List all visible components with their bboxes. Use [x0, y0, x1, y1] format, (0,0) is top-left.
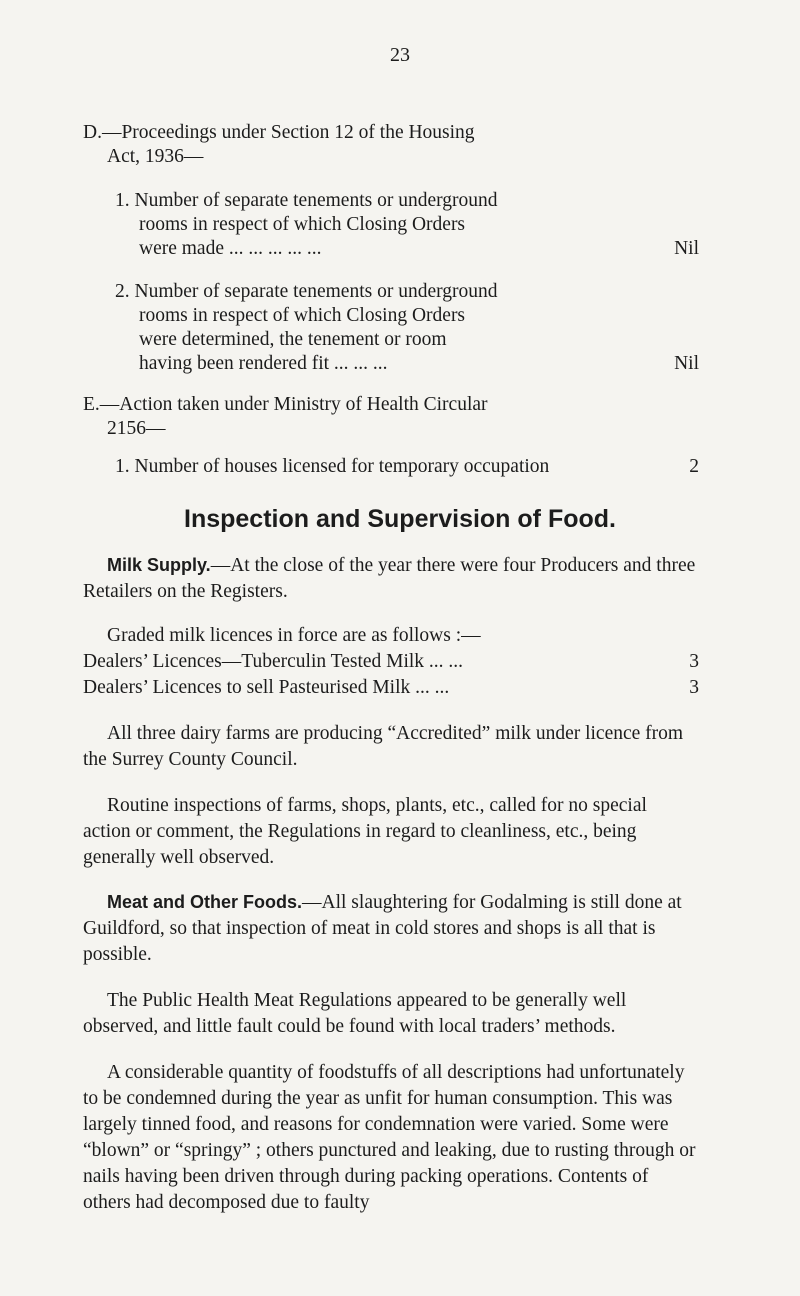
section-d: [83, 121, 699, 376]
section-d-item-1-line1: 1. Number of separate tenements or underground: [115, 190, 498, 211]
meat-run-head: Meat and Other Foods.: [107, 892, 303, 912]
licence-label: Dealers’ Licences—Tuberculin Tested Milk ... ...: [83, 651, 464, 672]
meat-para-3: A considerable quantity of foodstuffs of all descriptions had unfortunately to be condemned during the year as unfit for human consumption. This was largely tinned food, and reasons for condemnation were varied. Some were “blown” or “springy” ; others punctured and leaking, due to rusting through or nails having been driven through during packing operations. Contents of others had decomposed due to faulty: [83, 1062, 696, 1213]
section-e-item-1-text: 1. Number of houses licensed for temporary occupation: [115, 456, 550, 477]
licence-value: 3: [689, 677, 699, 698]
section-d-item-1-line3: were made ... ... ... ... ...: [139, 238, 322, 259]
section-d-item-1-row: [83, 237, 699, 261]
section-d-item-1: [83, 189, 699, 261]
section-d-item-2-line2: rooms in respect of which Closing Orders: [139, 305, 466, 326]
milk-run-head: Milk Supply.: [107, 555, 211, 575]
section-d-item-2-line3: were determined, the tenement or room: [139, 329, 447, 350]
section-d-heading: [83, 121, 699, 169]
page-number: 23: [390, 44, 410, 66]
section-d-item-1-value: Nil: [674, 238, 699, 259]
milk-para-1: [83, 552, 699, 605]
meat-para-2: The Public Health Meat Regulations appeared to be generally well observed, and little fault could be found with local traders’ methods.: [83, 990, 627, 1037]
milk-section: [83, 552, 699, 871]
licence-label: Dealers’ Licences to sell Pasteurised Milk ... ...: [83, 677, 450, 698]
section-e-heading-line2: 2156—: [107, 418, 166, 439]
licences-intro: Graded milk licences in force are as follows :—: [107, 625, 481, 646]
milk-para-3: Routine inspections of farms, shops, plants, etc., called for no special action or comment, the Regulations in regard to cleanliness, etc., being generally well observed.: [83, 795, 647, 868]
meat-para-1-text: —All slaughtering for Godalming is still done at Guildford, so that inspection of meat in cold stores and shops is all that is possible.: [83, 892, 682, 965]
section-d-item-2: [83, 280, 699, 376]
milk-para-2: All three dairy farms are producing “Accredited” milk under licence from the Surrey County Council.: [83, 723, 684, 770]
section-d-item-2-line4: having been rendered fit ... ... ...: [139, 353, 388, 374]
section-e-heading-line1: E.—Action taken under Ministry of Health Circular: [83, 394, 488, 415]
section-d-item-1-line2: rooms in respect of which Closing Orders: [139, 214, 466, 235]
section-d-item-2-line1: 2. Number of separate tenements or underground: [115, 281, 498, 302]
section-d-heading-line1: D.—Proceedings under Section 12 of the Housing: [83, 122, 475, 143]
section-d-heading-line2: Act, 1936—: [107, 146, 204, 167]
section-e-item-1: [83, 455, 699, 479]
section-d-item-2-row: [83, 352, 699, 376]
licence-value: 3: [689, 651, 699, 672]
meat-para-1: [83, 889, 699, 968]
meat-section: [83, 889, 699, 1216]
section-e: [83, 393, 699, 479]
milk-para-1-text: —At the close of the year there were four Producers and three Retailers on the Registers.: [83, 555, 696, 602]
licence-row: [83, 649, 699, 675]
section-d-item-2-value: Nil: [674, 353, 699, 374]
food-heading: Inspection and Supervision of Food.: [184, 505, 616, 533]
licence-row: [83, 675, 699, 701]
section-e-item-1-value: 2: [689, 456, 699, 477]
